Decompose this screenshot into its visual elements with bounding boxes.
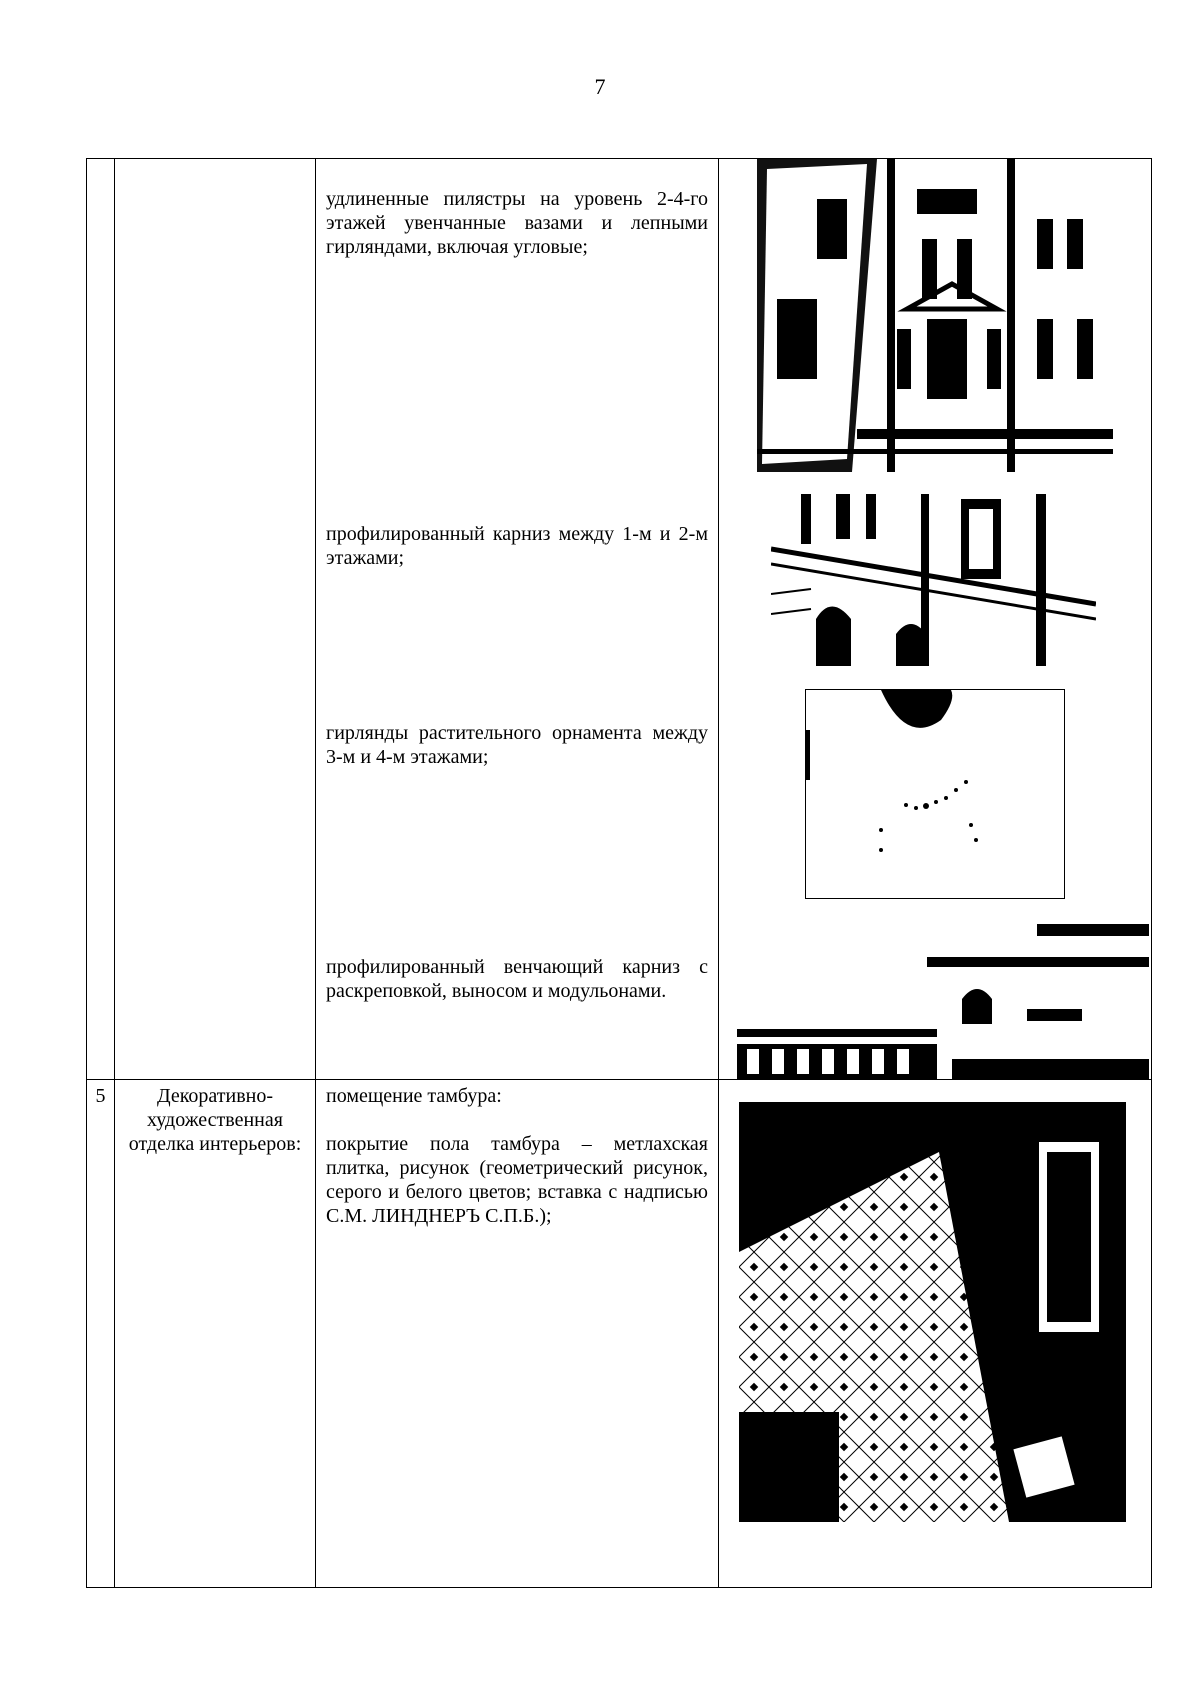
- row-description: [316, 159, 719, 1080]
- crowning-cornice-photo: [737, 919, 1149, 1079]
- list-item: гирлянды растительного орнамента между 3-м и 4-м этажами;: [326, 722, 708, 768]
- row-number: [87, 159, 115, 1080]
- row-photos: [719, 159, 1152, 1080]
- facade-photo: [757, 159, 1113, 472]
- row-category: [115, 159, 316, 1080]
- row-photos: [719, 1080, 1152, 1588]
- list-item: профилированный венчающий карниз с раскреповкой, выносом и модульонами.: [326, 956, 708, 1002]
- cornice-photo: [771, 494, 1096, 666]
- list-item: профилированный карниз между 1-м и 2-м этажами;: [326, 523, 708, 569]
- table-row: [87, 159, 1152, 1080]
- table-row: [87, 1080, 1152, 1588]
- row-number: 5: [87, 1080, 115, 1588]
- row-category: Декоративно-художественная отделка интерьеров:: [115, 1080, 316, 1588]
- garland-photo: [805, 689, 1065, 899]
- list-item: покрытие пола тамбура – метлахская плитка, рисунок (геометрический рисунок, серого и белого цветов; вставка с надписью С.М. ЛИНДНЕРЪ С.П.Б.);: [326, 1133, 708, 1227]
- list-item: удлиненные пилястры на уровень 2-4-го этажей увенчанные вазами и лепными гирляндами, включая угловые;: [326, 188, 708, 258]
- objects-table: [86, 158, 1152, 1588]
- section-heading: помещение тамбура:: [326, 1085, 502, 1107]
- row-description: [316, 1080, 719, 1588]
- tile-floor-photo: [739, 1102, 1126, 1522]
- page-number: 7: [594, 74, 606, 99]
